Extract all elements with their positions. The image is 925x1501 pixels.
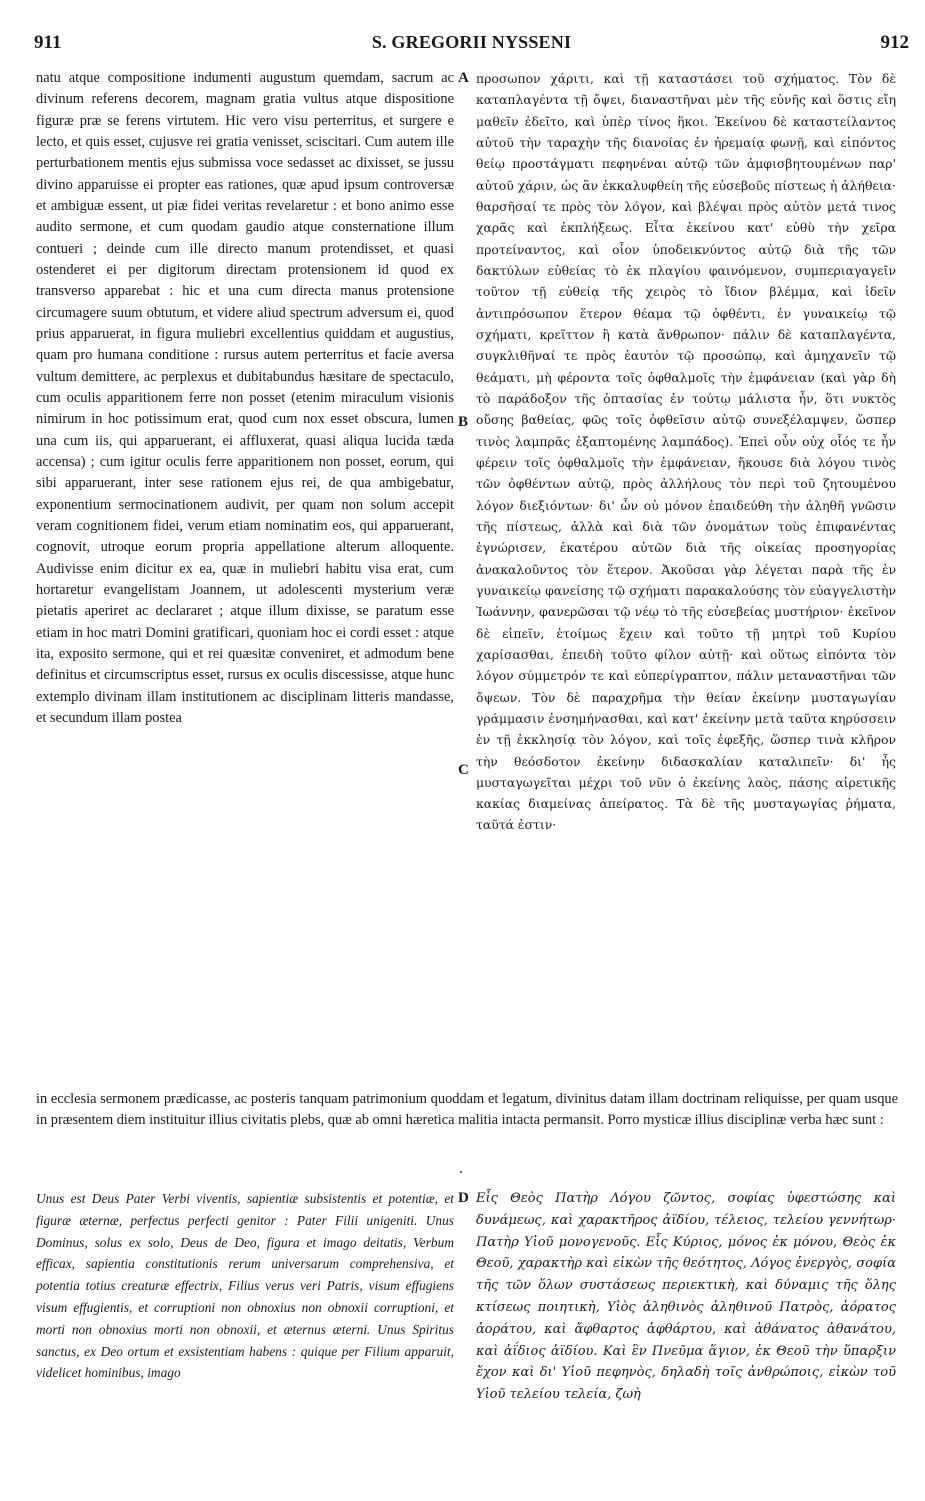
creed-greek: Εἷς Θεὸς Πατὴρ Λόγου ζῶντος, σοφίας ὑφεστώσης καὶ δυνάμεως, καὶ χαρακτῆρος ἀϊδίου, τέλειος, τελείου γεννήτωρ· Πατὴρ Υἱοῦ μονογενοῦς. Εἷς Κύριος, μόνος ἐκ μόνου, Θεὸς ἐκ Θεοῦ, χαρακτὴρ καὶ εἰκὼν τῆς θεότητος, Λόγος ἐνεργὸς, σοφία τῆς τῶν ὅλων συστάσεως περιεκτικὴ, καὶ δύναμις τῆς ὅλης κτίσεως ποιητικὴ, Υἱὸς ἀληθινὸς ἀληθινοῦ Πατρὸς, ἀόρατος ἀοράτου, καὶ ἄφθαρτος ἀφθάρτου, καὶ ἀθάνατος ἀθανάτου, καὶ ἀΐδιος ἀϊδίου. Καὶ ἓν Πνεῦμα ἅγιον, ἐκ Θεοῦ τὴν ὕπαρξιν ἔχον καὶ δι' Υἱοῦ πεφηνὸς, δηλαδὴ τοῖς ἀνθρώποις, εἰκὼν τοῦ Υἱοῦ τελείου τελεία, ζωὴ [476, 1191, 896, 1403]
latin-column [36, 68, 454, 729]
left-page-number: 911 [34, 32, 62, 53]
running-title: S. GREGORII NYSSENI [371, 32, 572, 52]
full-width-paragraph: in ecclesia sermonem prædicasse, ac posteris tanquam patrimonium quoddam et legatum, divinitus datam illam doctrinam reliquisse, per quam usque in præsentem diem instituitur illius civitatis plebs, quæ ab omni hæretica malitia intacta permansit. Porro mysticæ illius disciplinæ verba hæc sunt : [36, 1091, 898, 1128]
right-page-number: 912 [880, 32, 909, 53]
section-marker-a: A [458, 70, 469, 86]
creed-latin: Unus est Deus Pater Verbi viventis, sapientiæ subsistentis et potentiæ, et figuræ æternæ, perfectus perfecti genitor : Pater Filii unigeniti. Unus Dominus, solus ex solo, Deus de Deo, figura et imago deitatis, Verbum efficax, sapientia constitutionis rerum universarum comprehensiva, et potentia totius creaturæ effectrix, Filius verus veri Patris, visum effugiens visum effugientis, et corruptioni non obnoxius non obnoxii corruptioni, et morti non obnoxius morti non obnoxii, et æternus æterni. Unus Spiritus sanctus, ex Deo ortum et exsistentiam habens : quique per Filium apparuit, videlicet hominibus, imago [36, 1191, 454, 1381]
greek-text: προσωπον χάριτι, καὶ τῇ καταστάσει τοῦ σχήματος. Τὸν δὲ καταπλαγέντα τῇ ὄψει, διαναστῆναι μὲν τῆς εὐνῆς καὶ ὅστις εἴη μαθεῖν ἐδεῖτο, καὶ ὑπὲρ τίνος ἥκοι. Ἐκείνου δὲ καταστείλαντος αὐτοῦ τὴν ταραχὴν τῆς διανοίας ἐν ἠρεμαίᾳ φωνῇ, καὶ εἰπόντος θείῳ προστάγματι πεφηνέναι αὐτῷ τῶν ἀμφισβητουμένων παρ' αὐτοῦ χάριν, ὡς ἂν ἐκκαλυφθείη τῆς εὐσεβοῦς πίστεως ἡ ἀλήθεια· θαρσῆσαί τε πρὸς τὸν λόγον, καὶ βλέψαι πρὸς αὐτὸν μετά τινος χαρᾶς καὶ ἐκπλήξεως. Εἶτα ἐκείνου κατ' εὐθὺ τὴν χεῖρα προτείναντος, καὶ οἷον ὑποδεικνύντος αὐτῷ διὰ τῆς τῶν δακτύλων εὐθείας τὸ ἐκ πλαγίου φαινόμενον, συμπεριαγαγεῖν τοῦτον τῇ εὐθείᾳ τῆς χειρὸς τὸ ἴδιον βλέμμα, καὶ ἰδεῖν ἀντιπρόσωπον ἕτερον θέαμα τῷ ὀφθέντι, ἐν γυναικείῳ τῷ σχήματι, κρεῖττον ἢ κατὰ ἄνθρωπον· πάλιν δὲ καταπλαγέντα, συγκλιθῆναί τε πρὸς ἑαυτὸν τῷ προσώπῳ, καὶ ἀμηχανεῖν τῷ θεάματι, μὴ φέροντα τοῖς ὀφθαλμοῖς τὴν ἐμφάνειαν (καὶ γὰρ δὴ τὸ παράδοξον τῆς ὀπτασίας ἐν τούτῳ μάλιστα ἦν, ὅτι νυκτὸς οὔσης βαθείας, φῶς τοῖς ὀφθεῖσιν αὐτῷ συνεξέλαμψεν, ὥσπερ τινὸς λαμπρᾶς ἐξαπτομένης λαμπάδος). Ἐπεὶ οὖν οὐχ οἷός τε ἦν φέρειν τοῖς ὀφθαλμοῖς τὴν ἐμφάνειαν, ἤκουσε διὰ λόγου τινὸς τῶν ὀφθέντων αὐτῷ, πρὸς ἀλλήλους τὸν περὶ τοῦ ζητουμένου λόγον διεξιόντων· δι' ὧν οὐ μόνον ἐπαιδεύθη τὴν ἀληθῆ γνῶσιν τῆς πίστεως, ἀλλὰ καὶ διὰ τῶν ὀνομάτων τοὺς ἐπιφανέντας ἐγνώρισεν, ἑκατέρου αὐτῶν διὰ τῆς οἰκείας προσηγορίας ἀνακαλοῦντος τὸν ἕτερον. Ἀκοῦσαι γὰρ λέγεται παρὰ τῆς ἐν γυναικείῳ φανείσης τῷ σχήματι παρακαλούσης τὸν εὐαγγελιστὴν Ἰωάννην, φανερῶσαι τῷ νέῳ τὸ τῆς εὐσεβείας μυστήριον· ἐκεῖνον δὲ εἰπεῖν, ἑτοίμως ἔχειν καὶ τοῦτο τῇ μητρὶ τοῦ Κυρίου χαρίσασθαι, ἐπειδὴ τοῦτο φίλον αὐτῇ· καὶ οὕτως εἰπόντα τὸν λόγον σύμμετρόν τε καὶ εὐπερίγραπτον, πάλιν μεταναστῆναι τῶν ὄψεων. Τὸν δὲ παραχρῆμα τὴν θείαν ἐκείνην μυσταγωγίαν γράμμασιν ἐνσημήνασθαι, καὶ κατ' ἐκείνην μετὰ ταῦτα κηρύσσειν ἐν τῇ ἐκκλησίᾳ τὸν λόγον, καὶ τοῖς ἐφεξῆς, ὥσπερ τινὰ κλῆρον τὴν θεόσδοτον ἐκείνην διδασκαλίαν καταλιπεῖν· δι' ἧς μυσταγωγεῖται μέχρι τοῦ νῦν ὁ ἐκείνης λαὸς, πάσης αἱρετικῆς κακίας διαμείνας ἀπείρατος. Τὰ δὲ τῆς μυσταγωγίας ῥήματα, ταῦτά ἐστιν· [476, 71, 896, 833]
section-marker-d: D [458, 1190, 469, 1206]
separator-dot [460, 1171, 462, 1173]
page-header [34, 32, 909, 58]
latin-text: natu atque compositione indumenti augustum quemdam, sacrum ac divinum referens decorem, magnam gratia vultus atque dispositione figuræ præ se ferens virtutem. Hic vero visu perterritus, et surgere e lecto, et quis esset, cujusve rei gratia venisset, sciscitari. Cum autem ille perturbationem mentis ejus submissa voce sedasset ac dixisset, se jussu divino apparuisse ei propter eas rationes, quæ apud ipsum controversæ et ambiguæ essent, ut piæ fidei veritas revelaretur : et bono animo esse audito sermone, et cum quodam gaudio atque consternatione illum contueri ; deinde cum ille directo manum protendisset, et quasi ostenderet ei per digitorum directam protensionem id quod ex transverso apparebat : hic et una cum directa manus protensione circumagere suum obtutum, et videre aliud spectrum adversum ei, quod prius apparuerat, in figura muliebri excellentius quiddam et augustius, quam pro humana conditione : rursus autem perterritus et facie aversa vultum demittere, ac perplexus et dubitabundus hæsitare de spectaculo, cum oculis apparitionem ferre non posset (etenim miraculum visionis nimirum in hoc potissimum erat, quod cum nox esset obscura, lumen una cum iis, qui apparuerant, ei affluxerat, quasi aliqua lucida tæda accensa) ; cum igitur oculis ferre apparitionem non posset, eorum, qui sibi apparuerant, inter sese rationem ejus rei, de qua ambigebatur, exponentium sermocinationem audivit, per quam non solum accepit veram cognitionem fidei, verum etiam nominatim eos, qui apparuerant, cognovit, utroque eorum propria appellatione alterum alloquente. Audivisse enim dicitur ex ea, quæ in muliebri habitu visa erat, cum hortaretur evangelistam Joannem, ut adolescenti mysterium veræ pietatis aperiret ac declararet ; atque illum dixisse, se paratum esse etiam in hoc matri Domini gratificari, quoniam hoc ei cordi esset : atque ita, exposito sermone, qui et rei quæsitæ conveniret, et admodum bene definitus et circumscriptus esset, rursus ex oculis discessisse, atque hunc extemplo divinam illam institutionem ac disciplinam litteris mandasse, et secundum illam postea [36, 70, 454, 726]
greek-column [476, 68, 896, 836]
section-marker-c: C [458, 762, 469, 778]
section-marker-b: B [458, 414, 469, 430]
